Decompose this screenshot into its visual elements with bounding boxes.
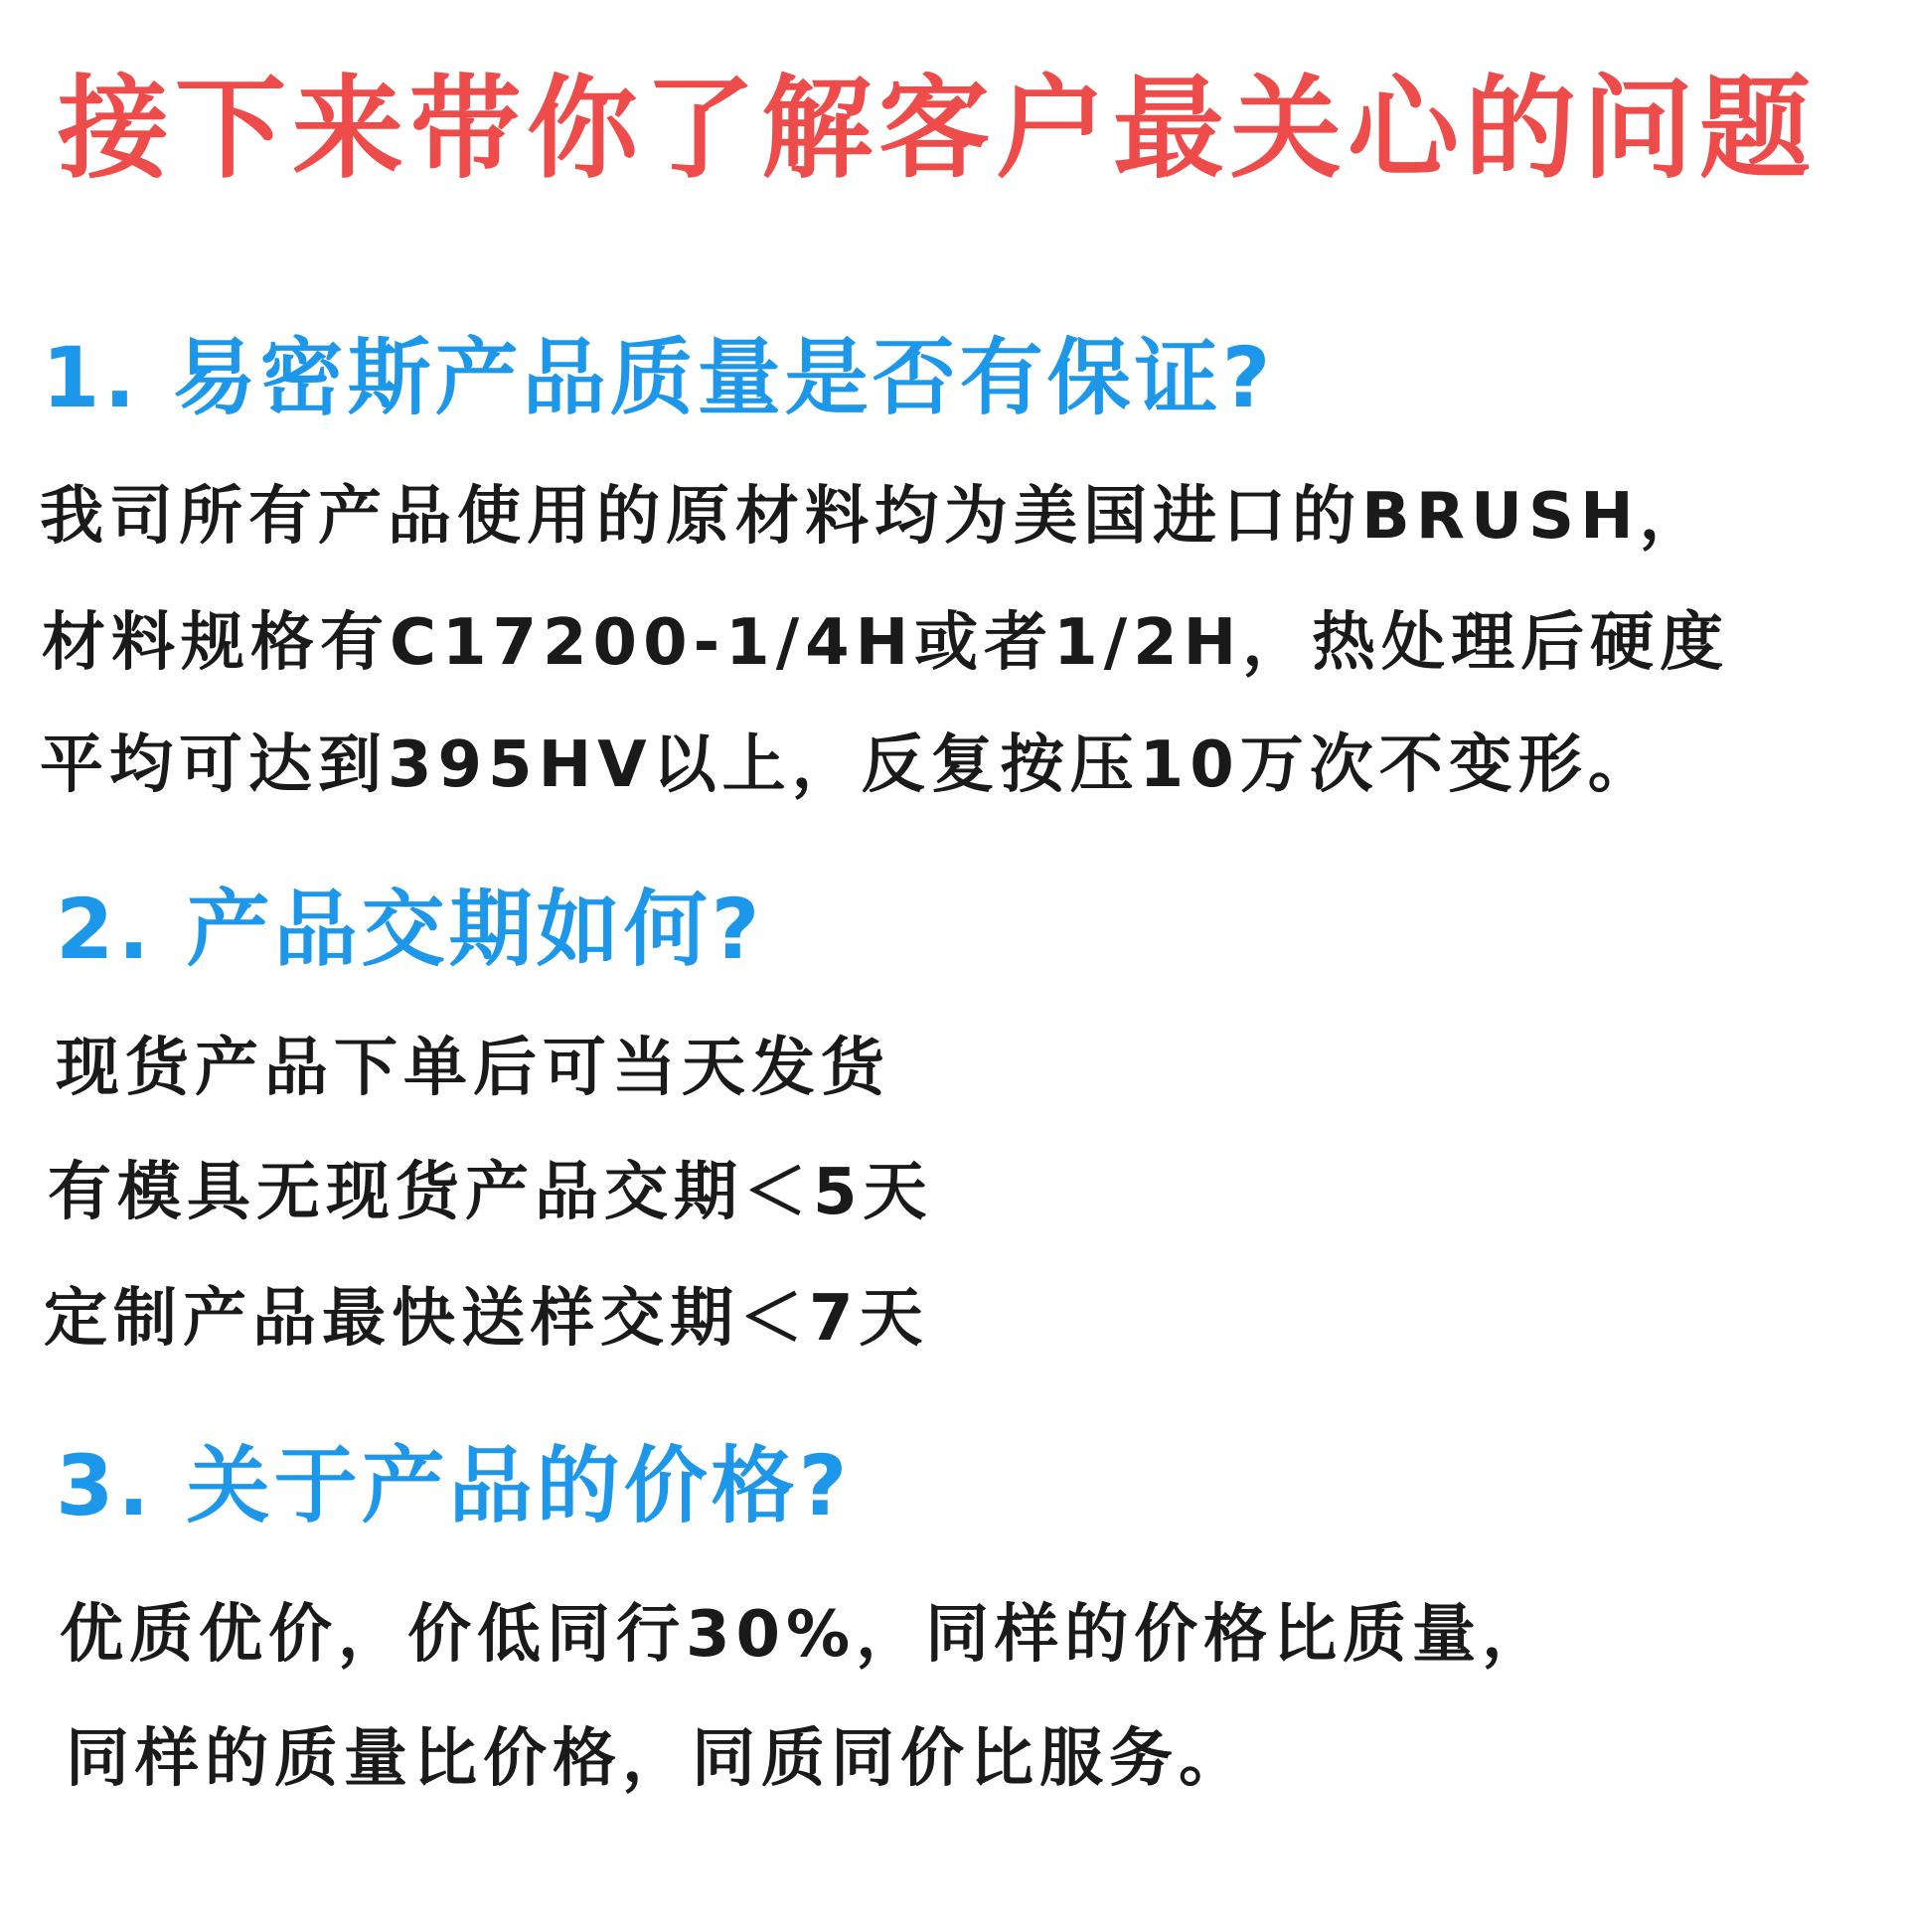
answer-line: 我司所有产品使用的原材料均为美国进口的BRUSH， [40,480,1709,554]
answer-line: 材料规格有C17200-1/4H或者1/2H，热处理后硬度 [42,606,1730,680]
answer-line: 定制产品最快送样交期＜7天 [44,1282,929,1356]
section-heading-delivery: 2. 产品交期如何? [56,881,764,978]
answer-line: 同样的质量比价格，同质同价比服务。 [66,1722,1248,1796]
answer-line: 有模具无现货产品交期＜5天 [48,1156,933,1229]
page-title: 接下来带你了解客户最关心的问题 [58,65,1817,194]
answer-line: 现货产品下单后可当天发货 [56,1032,890,1105]
section-heading-quality: 1. 易密斯产品质量是否有保证? [42,329,1275,426]
answer-line: 优质优价，价低同行30%，同样的价格比质量， [60,1598,1552,1672]
section-heading-price: 3. 关于产品的价格? [56,1437,852,1534]
answer-line: 平均可达到395HV以上，反复按压10万次不变形。 [40,728,1658,802]
